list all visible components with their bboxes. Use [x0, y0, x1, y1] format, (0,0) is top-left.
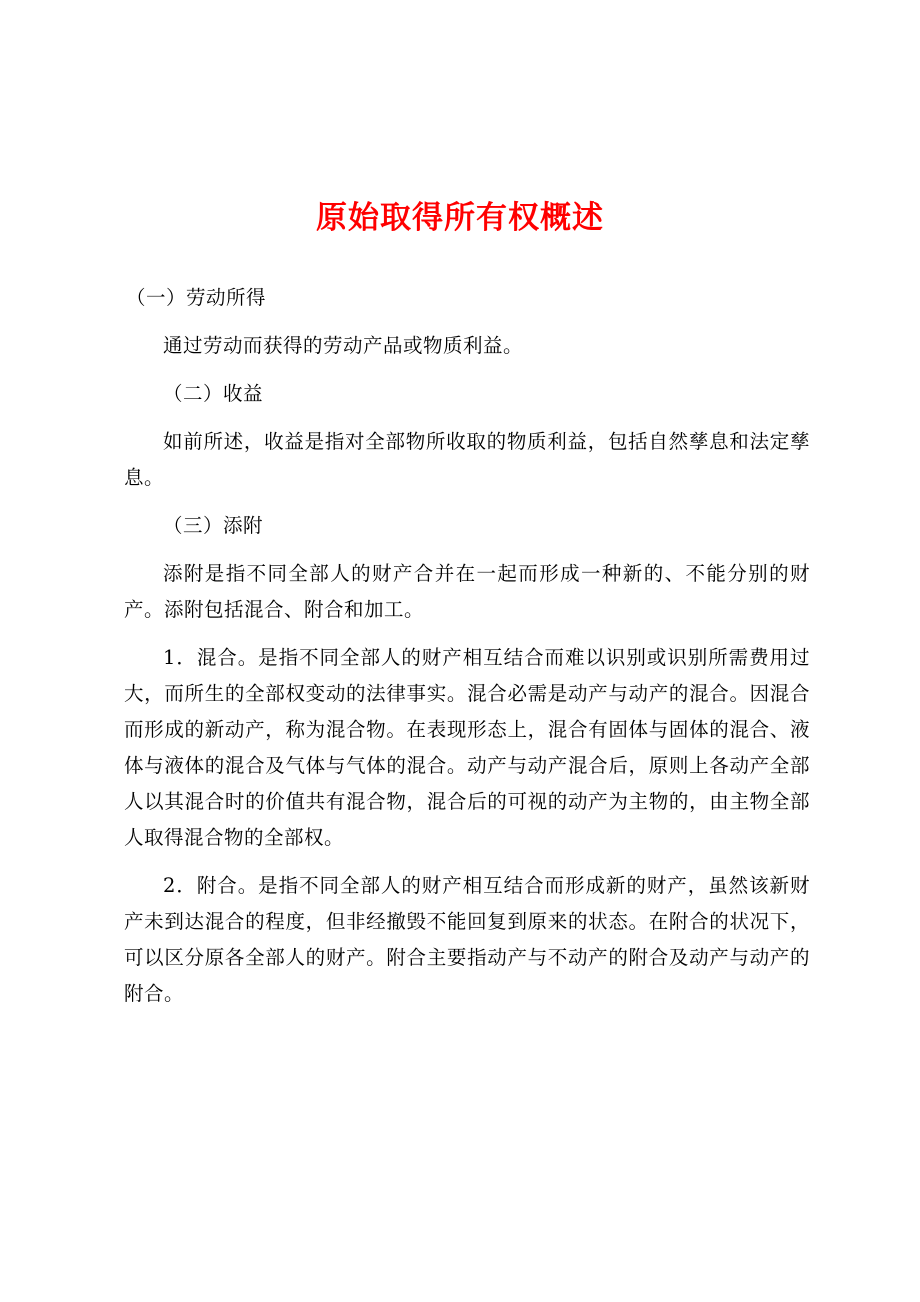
paragraph-accession: 添附是指不同全部人的财产合并在一起而形成一种新的、不能分别的财产。添附包括混合、附合和加工。	[124, 562, 810, 621]
section-heading-labor: （一）劳动所得	[125, 286, 266, 309]
section-heading-income: （二）收益	[163, 382, 264, 405]
page-title: 原始取得所有权概述	[316, 200, 604, 236]
paragraph-labor: 通过劳动而获得的劳动产品或物质利益。	[163, 334, 524, 357]
paragraph-mixture: 1．混合。是指不同全部人的财产相互结合而难以识别或识别所需费用过大，而所生的全部权变动的法律事实。混合必需是动产与动产的混合。因混合而形成的新动产，称为混合物。在表现形态上，混合有固体与固体的混合、液体与液体的混合及气体与气体的混合。动产与动产混合后，原则上各动产全部人以其混合时的价值共有混合物，混合后的可视的动产为主物的，由主物全部人取得混合物的全部权。	[124, 646, 810, 849]
paragraph-income: 如前所述，收益是指对全部物所收取的物质利益，包括自然孳息和法定孳息。	[124, 430, 810, 489]
section-heading-accession: （三）添附	[163, 514, 264, 537]
paragraph-attachment: 2．附合。是指不同全部人的财产相互结合而形成新的财产，虽然该新财产未到达混合的程度，但非经撤毁不能回复到原来的状态。在附合的状况下，可以区分原各全部人的财产。附合主要指动产与不动产的附合及动产与动产的附合。	[124, 874, 810, 1005]
document-body	[124, 280, 810, 1024]
